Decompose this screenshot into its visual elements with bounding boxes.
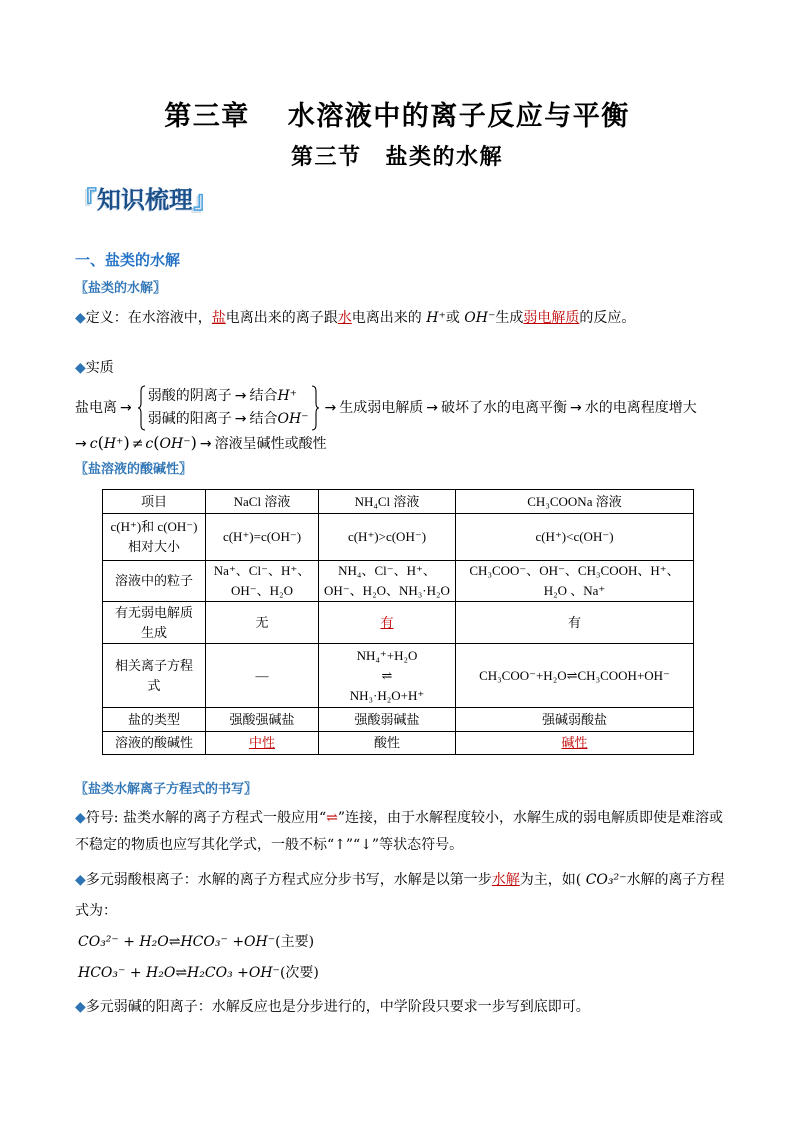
branch-list (148, 385, 309, 431)
arrow-icon: → (570, 400, 582, 416)
chain-step: 水的电离程度增大 (584, 400, 697, 416)
equation-primary (78, 932, 314, 952)
cell-line: ⇌ (381, 667, 393, 683)
result-text: 溶液呈碱性或酸性 (214, 436, 327, 452)
banner-close-bracket: 』 (193, 186, 217, 214)
conc-symbol: c (89, 436, 98, 452)
symbols-text: ”连接，由于水解程度较小，水解生成的弱电解质即使是难溶或 (337, 810, 723, 826)
chapter-number: 第三章 (164, 101, 250, 132)
branch-weak-base-cation (148, 408, 309, 431)
equation-expr: HCO₃⁻ + H₂O⇌H₂CO₃ +OH⁻ (78, 965, 280, 981)
cell-line: OH⁻、H₂O (231, 583, 293, 598)
conc-symbol: c (145, 436, 154, 452)
polybase-text: 多元弱碱的阳离子：水解反应也是分步进行的，中学阶段只要求一步写到底即可。 (85, 999, 590, 1015)
arrow-icon: → (324, 400, 337, 416)
ion-carbonate: CO₃²⁻ (585, 872, 627, 888)
polyacid-line-2: 式为： (75, 903, 117, 919)
subheading-acidity: 〖盐溶液的酸碱性〗 (75, 462, 193, 477)
heading-salt-hydrolysis: 一、盐类的水解 (75, 251, 181, 269)
arrow-icon: → (75, 436, 87, 452)
keyword-water: 水 (337, 310, 352, 326)
equation-secondary (78, 963, 319, 983)
table-row (103, 561, 694, 602)
row-label-cell (103, 514, 206, 561)
paren-open: ( (97, 433, 104, 452)
definition-text: 电离出来的 (351, 310, 427, 326)
definition-text: 的反应。 (579, 310, 636, 326)
table-cell: — (206, 644, 319, 708)
ion-oh: OH⁻ (277, 411, 309, 427)
keyword-neutral: 中性 (248, 735, 275, 750)
arrow-icon: → (120, 400, 132, 416)
table-cell (456, 732, 694, 755)
ion-h: H⁺ (426, 310, 446, 326)
cell-line: NH₄、Cl⁻、H⁺、 (338, 563, 436, 578)
section-number: 第三节 (290, 145, 362, 170)
paren-close: ) (190, 433, 197, 452)
definition-text: 或 (445, 310, 465, 326)
essence-label: 实质 (85, 360, 114, 376)
left-brace-icon (137, 385, 146, 431)
not-equal-sign: ≠ (131, 436, 144, 452)
polyacid-text: 为主，如( (519, 872, 586, 888)
row-label-cell: 溶液中的粒子 (103, 561, 206, 602)
definition-text: 电离出来的离子跟 (225, 310, 338, 326)
paren-open: ( (153, 433, 160, 452)
cell-line: NH₄⁺+H₂O (356, 647, 418, 663)
keyword-salt: 盐 (211, 310, 226, 326)
cell-line: c(H⁺)和 c(OH⁻) (110, 519, 198, 534)
header-cell: NaCl 溶液 (206, 490, 319, 514)
table-cell: 强酸强碱盐 (206, 708, 319, 732)
diamond-bullet-icon: ◆ (75, 872, 86, 888)
diamond-bullet-icon: ◆ (75, 999, 86, 1015)
table-cell (206, 732, 319, 755)
table-cell (319, 602, 456, 644)
equation-note: (次要) (279, 965, 319, 981)
table-cell: CH₃COO⁻+H₂O⇌CH₃COOH+OH⁻ (456, 644, 694, 708)
chapter-title (0, 101, 794, 133)
polyacid-text: 多元弱酸根离子：水解的离子方程式应分步书写，水解是以第一步 (85, 872, 492, 888)
subheading-equations: 〖盐类水解离子方程式的书写〗 (75, 782, 258, 797)
arrow-icon: → (426, 400, 439, 416)
section-name: 盐类的水解 (385, 145, 504, 170)
branch-bind-text: 结合 (249, 411, 278, 427)
symbols-line-1 (75, 808, 723, 828)
table-cell (206, 561, 319, 602)
arrow-icon: → (234, 411, 247, 427)
definition-paragraph (75, 308, 635, 328)
equation-expr: CO₃²⁻ + H₂O⇌HCO₃⁻ +OH⁻ (78, 934, 276, 950)
definition-text: 生成 (495, 310, 524, 326)
section-title (0, 144, 794, 172)
row-label-cell: 溶液的酸碱性 (103, 732, 206, 755)
table-cell: 酸性 (319, 732, 456, 755)
table-cell (456, 561, 694, 602)
cell-line: Na⁺、Cl⁻、H⁺、 (213, 563, 311, 578)
keyword-yes: 有 (380, 614, 394, 630)
symbols-text: 符号: 盐类水解的离子方程式一般应用“ (85, 810, 327, 826)
polyacid-line-1 (75, 870, 725, 890)
keyword-weak-electrolyte: 弱电解质 (523, 310, 580, 326)
cell-line: CH₃COO⁻、OH⁻、CH₃COOH、H⁺、 (469, 563, 680, 578)
polyacid-text: 水解的离子方程 (626, 872, 725, 888)
chapter-name: 水溶液中的离子反应与平衡 (287, 101, 630, 132)
knowledge-banner (73, 184, 217, 216)
table-row (103, 644, 694, 708)
header-cell: CH₃COONa 溶液 (456, 490, 694, 514)
cell-line: NH₃·H₂O+H⁺ (349, 687, 425, 703)
table-row (103, 514, 694, 561)
ion-oh: OH⁻ (159, 436, 191, 452)
equation-note: (主要) (275, 934, 315, 950)
table-cell: 强酸弱碱盐 (319, 708, 456, 732)
branch-weak-acid-anion (148, 385, 309, 408)
table-cell: 无 (206, 602, 319, 644)
table-row (103, 602, 694, 644)
cell-line: H₂O 、Na⁺ (543, 583, 606, 598)
cell-line: 生成 (140, 624, 167, 640)
salt-ionize-label: 盐电离 (75, 400, 117, 416)
cell-line: OH⁻、H₂O、NH₃·H₂O (324, 583, 450, 598)
table-cell: c(H⁺)=c(OH⁻) (206, 514, 319, 561)
branch-text: 弱碱的阳离子 (147, 411, 232, 427)
right-brace-icon (311, 385, 320, 431)
keyword-basic: 碱性 (561, 735, 588, 750)
branch-text: 弱酸的阴离子 (147, 388, 232, 404)
essence-label-line (75, 358, 114, 378)
table-cell (319, 561, 456, 602)
diamond-bullet-icon: ◆ (75, 810, 86, 826)
chain-step: 生成弱电解质 (339, 400, 424, 416)
header-cell: 项目 (103, 490, 206, 514)
salt-solution-table (102, 489, 694, 755)
cell-line: 有无弱电解质 (114, 604, 193, 620)
table-cell: c(H⁺)<c(OH⁻) (456, 514, 694, 561)
arrow-icon: → (199, 436, 212, 452)
diamond-bullet-icon: ◆ (75, 310, 86, 326)
row-label-cell (103, 644, 206, 708)
banner-text: 知识梳理 (97, 186, 193, 214)
header-cell: NH₄Cl 溶液 (319, 490, 456, 514)
diamond-bullet-icon: ◆ (75, 360, 86, 376)
table-header-row (103, 490, 694, 514)
table-row (103, 708, 694, 732)
table-row (103, 732, 694, 755)
reversible-arrow-icon: ⇌ (326, 810, 338, 826)
subheading-hydrolysis: 〖盐类的水解〗 (75, 281, 167, 296)
table-cell: 强碱弱酸盐 (456, 708, 694, 732)
symbols-line-2: 不稳定的物质也应写其化学式，一般不标“↑”“↓”等状态符号。 (75, 837, 464, 853)
row-label-cell: 盐的类型 (103, 708, 206, 732)
ion-h: H⁺ (277, 388, 298, 404)
definition-text: 定义：在水溶液中， (85, 310, 212, 326)
essence-diagram (75, 385, 697, 431)
cell-line: 式 (147, 677, 161, 693)
polybase-line (75, 997, 590, 1017)
cell-line: 相关离子方程 (114, 657, 193, 673)
keyword-hydrolysis: 水解 (491, 872, 520, 888)
table-cell: c(H⁺)>c(OH⁻) (319, 514, 456, 561)
banner-open-bracket: 『 (73, 186, 97, 214)
table-cell (319, 644, 456, 708)
arrow-icon: → (234, 388, 247, 404)
chain-step: 破坏了水的电离平衡 (441, 400, 568, 416)
row-label-cell (103, 602, 206, 644)
ion-h: H⁺ (103, 436, 124, 452)
branch-bind-text: 结合 (249, 388, 278, 404)
essence-result-line (75, 433, 327, 454)
ion-oh: OH⁻ (464, 310, 496, 326)
paren-close: ) (123, 433, 130, 452)
table-cell: 有 (456, 602, 694, 644)
cell-line: 相对大小 (127, 539, 180, 554)
